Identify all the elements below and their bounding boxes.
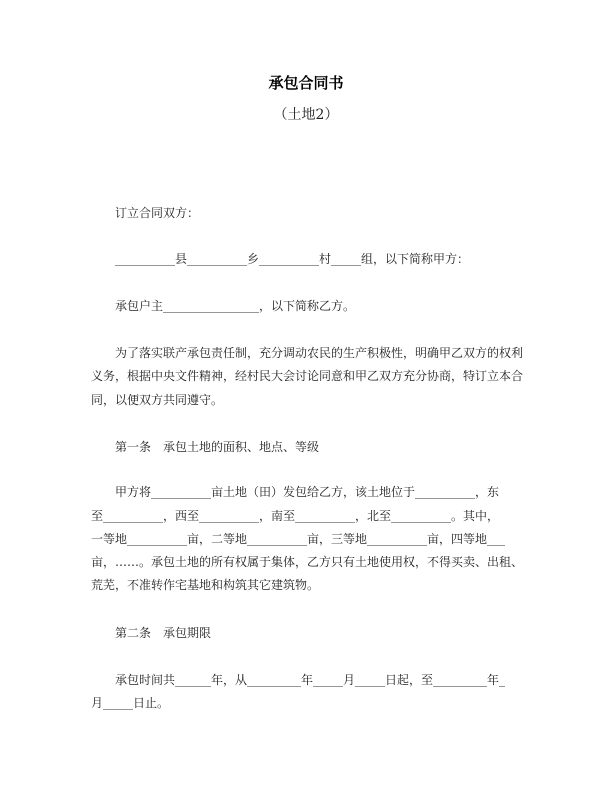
parties-heading: 订立合同双方： (115, 206, 200, 220)
party-b-line: 承包户主________________，以下简称乙方。 (115, 299, 356, 313)
article-1-line: 荒芜，不准转作宅基地和构筑其它建筑物。 (91, 578, 320, 592)
preamble-line: 义务，根据中央文件精神，经村民大会讨论同意和甲乙双方充分协商，特订立本合 (91, 369, 524, 383)
article-1-heading: 第一条 承包土地的面积、地点、等级 (115, 440, 320, 454)
document-title: 承包合同书 (268, 74, 344, 92)
preamble-line: 为了落实联产承包责任制，充分调动农民的生产积极性，明确甲乙双方的权利 (115, 346, 524, 360)
article-2-line: 承包时间共______年，从_________年_____月_____日起，至_________年_ (115, 673, 506, 687)
party-a-line: __________县__________乡__________村_____组，以下简称甲方： (115, 252, 470, 266)
document-subtitle: （土地2） (273, 107, 339, 123)
article-2-heading: 第二条 承包期限 (115, 626, 212, 640)
article-2-line: 月_____日止。 (91, 696, 170, 710)
article-1-line: 亩，……。承包土地的所有权属于集体，乙方只有土地使用权，不得买卖、出租、 (91, 555, 524, 569)
preamble-line: 同，以便双方共同遵守。 (91, 393, 224, 407)
article-1-line: 甲方将__________亩土地（田）发包给乙方，该土地位于__________，东 (115, 485, 500, 499)
article-1-line: 一等地__________亩，二等地__________亩，三等地__________亩，四等地___ (91, 532, 506, 546)
article-1-line: 至__________，西至__________，南至__________，北至__________。其中， (91, 509, 500, 523)
